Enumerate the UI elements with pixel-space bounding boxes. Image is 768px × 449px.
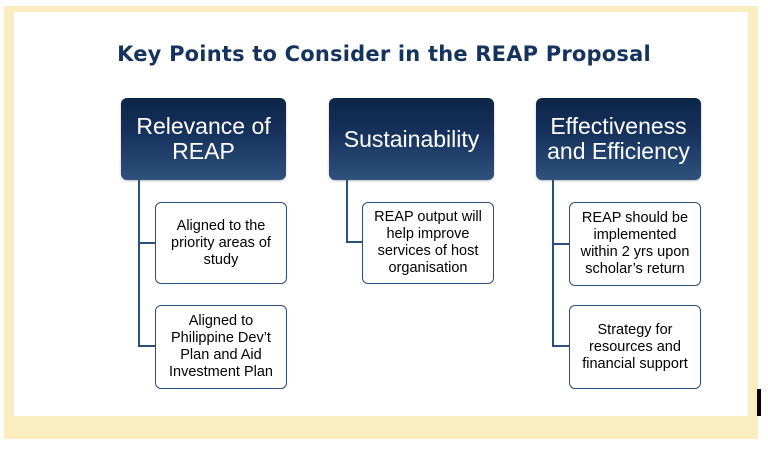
point-priority-areas: Aligned to the priority areas of study (155, 202, 287, 284)
connector-sustainability-vertical (346, 180, 348, 242)
connector-relevance-vertical (138, 180, 140, 346)
point-reap-output: REAP output will help improve services of host organisation (362, 202, 494, 284)
point-implementation-timeline: REAP should be implemented within 2 yrs upon scholar’s return (569, 202, 701, 286)
point-resources-strategy: Strategy for resources and financial support (569, 305, 701, 389)
header-relevance: Relevance of REAP (121, 98, 286, 180)
point-philippine-dev-plan: Aligned to Philippine Dev’t Plan and Aid Investment Plan (155, 305, 287, 389)
connector-effectiveness-child-2 (552, 345, 569, 347)
connector-relevance-child-2 (138, 345, 155, 347)
header-effectiveness: Effectiveness and Efficiency (536, 98, 701, 180)
connector-effectiveness-vertical (552, 180, 554, 346)
connector-sustainability-child-1 (346, 241, 362, 243)
text-cursor (757, 389, 761, 416)
connector-relevance-child-1 (138, 242, 155, 244)
slide-title: Key Points to Consider in the REAP Proposal (117, 42, 651, 66)
header-sustainability: Sustainability (329, 98, 494, 180)
connector-effectiveness-child-1 (552, 243, 569, 245)
